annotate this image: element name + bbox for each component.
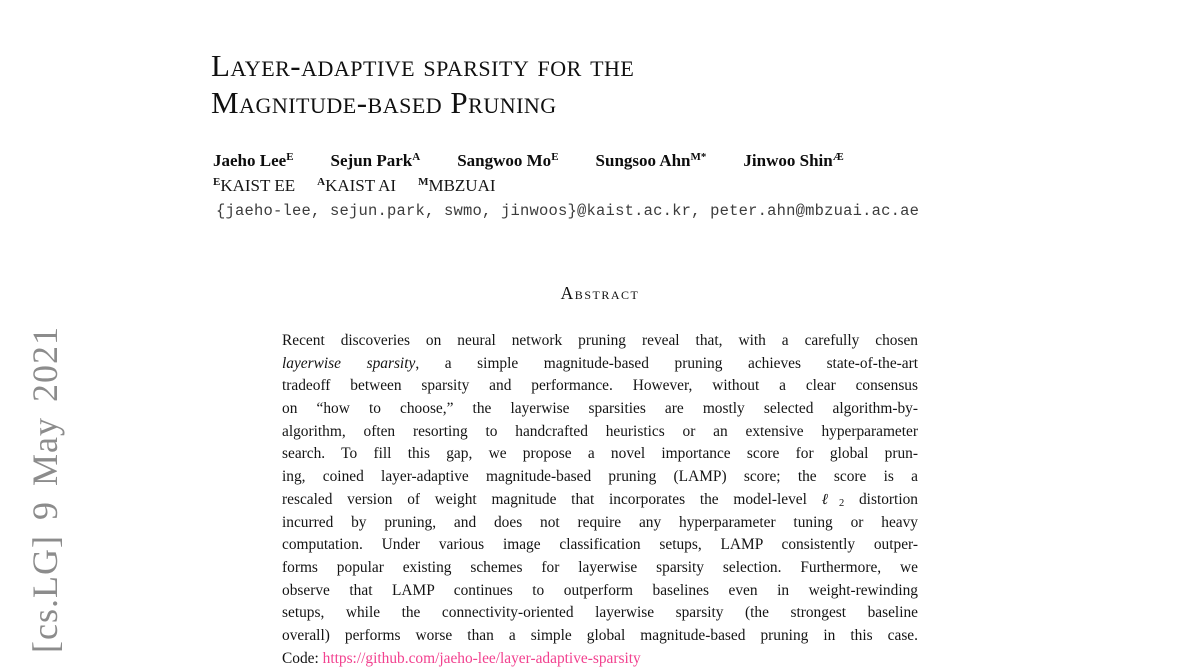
author-affiliation-sup: M* <box>690 151 707 163</box>
author-affiliation-sup: Æ <box>832 151 844 163</box>
abstract-text-segment: ℓ <box>821 490 839 508</box>
abstract-text-segment: rescaled version of weight magnitude that incorporates the model-level <box>282 490 822 508</box>
code-link[interactable]: https://github.com/jaeho-lee/layer-adaptive-sparsity <box>322 649 641 667</box>
affiliation-sup: E <box>213 176 221 188</box>
abstract-line <box>282 489 918 512</box>
author-name: Sungsoo Ahn <box>595 151 691 170</box>
abstract-line <box>282 375 918 398</box>
author-name: Jinwoo Shin <box>743 151 833 170</box>
abstract-text-segment: Recent discoveries on neural network pruning reveal that, with a carefully chosen <box>282 332 918 349</box>
abstract-line <box>282 353 918 376</box>
affiliation <box>317 176 396 195</box>
abstract-line <box>282 602 918 625</box>
abstract-text-segment: overall) performs worse than a simple global magnitude-based pruning in this case. <box>282 626 918 644</box>
abstract-text-segment: layerwise sparsity <box>282 354 416 372</box>
abstract-line <box>282 443 918 466</box>
abstract-body <box>282 330 918 670</box>
author-affiliation-sup: E <box>551 151 559 163</box>
author <box>743 151 843 170</box>
affiliation-sup: M <box>418 176 429 188</box>
author-emails: {jaeho-lee, sejun.park, swmo, jinwoos}@kaist.ac.kr, peter.ahn@mbzuai.ac.ae <box>216 202 920 220</box>
abstract-text-segment: tradeoff between sparsity and performance. However, without a clear consensus <box>282 377 918 395</box>
author <box>213 151 294 170</box>
abstract-line <box>282 534 918 557</box>
abstract-line <box>282 557 918 580</box>
authors-row <box>213 151 844 171</box>
abstract-text-segment: distortion <box>844 490 918 508</box>
abstract-text-segment: setups, while the connectivity-oriented layerwise sparsity (the strongest baseline <box>282 604 918 622</box>
abstract-text-segment: Code: <box>282 649 323 667</box>
author-name: Sejun Park <box>330 151 413 170</box>
abstract-text-segment: algorithm, often resorting to handcrafted heuristics or an extensive hyperparameter <box>282 422 918 440</box>
arxiv-category-stamp: [cs.LG] 9 May 2021 <box>25 326 65 653</box>
affiliation <box>213 176 295 195</box>
abstract-line <box>282 330 918 353</box>
affiliation-sup: A <box>317 176 326 188</box>
author-affiliation-sup: A <box>412 151 421 163</box>
abstract-line <box>282 625 918 648</box>
abstract-line <box>282 512 918 535</box>
affiliation-label: MBZUAI <box>428 176 496 195</box>
abstract-text-segment: forms popular existing schemes for layerwise sparsity selection. Furthermore, we <box>282 558 918 576</box>
abstract-line <box>282 421 918 444</box>
author-affiliation-sup: E <box>286 151 294 163</box>
abstract-line <box>282 466 918 489</box>
abstract-text-segment: observe that LAMP continues to outperform baselines even in weight-rewinding <box>282 581 918 599</box>
abstract-line <box>282 398 918 421</box>
abstract-line <box>282 648 918 670</box>
abstract-text-segment: on “how to choose,” the layerwise sparsities are mostly selected algorithm-by- <box>282 400 918 418</box>
author <box>331 151 421 170</box>
abstract-text-segment: computation. Under various image classification setups, LAMP consistently outper- <box>282 536 918 554</box>
paper-title-line-2: Magnitude-based Pruning <box>211 85 557 120</box>
author-name: Sangwoo Mo <box>457 151 552 170</box>
affiliation-label: KAIST EE <box>220 176 296 195</box>
abstract-text-segment: ing, coined layer-adaptive magnitude-based pruning (LAMP) score; the score is a <box>282 468 918 486</box>
abstract-text-segment: incurred by pruning, and does not require any hyperparameter tuning or heavy <box>282 513 918 531</box>
abstract-line <box>282 580 918 603</box>
affiliation <box>418 176 495 195</box>
abstract-text-segment: , a simple magnitude-based pruning achieves state-of-the-art <box>415 354 919 372</box>
affiliations-row <box>213 176 518 196</box>
author-name: Jaeho Lee <box>213 151 287 170</box>
paper-title-line-1: Layer-adaptive sparsity for the <box>211 48 635 83</box>
abstract-heading: Abstract <box>560 283 640 303</box>
paper-title <box>211 47 634 121</box>
author <box>596 151 707 170</box>
affiliation-label: KAIST AI <box>325 176 397 195</box>
abstract-text-segment: 2 <box>838 497 845 509</box>
author <box>457 151 558 170</box>
abstract-text-segment: search. To fill this gap, we propose a novel importance score for global prun- <box>282 445 918 463</box>
